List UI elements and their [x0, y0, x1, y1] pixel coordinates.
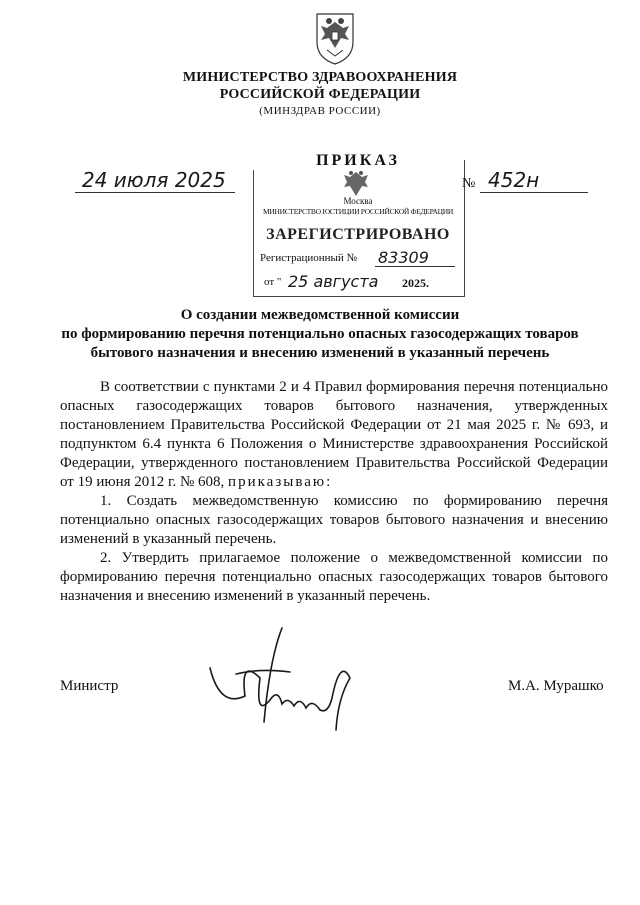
order-date: 24 июля 2025 — [82, 168, 226, 192]
order-item-1: 1. Создать межведомственную комиссию по формированию перечня потенциально опасных газосодержащих товаров бытового назначения и внесению изменений в указанный перечень. — [60, 493, 608, 547]
signatory-position: Министр — [60, 678, 119, 694]
stamp-reg-number: 83309 — [378, 248, 429, 267]
ministry-name-line1: МИНИСТЕРСТВО ЗДРАВООХРАНЕНИЯ — [182, 70, 458, 85]
order-item-2: 2. Утвердить прилагаемое положение о межведомственной комиссии по формированию перечня потенциально опасных газосодержащих товаров бытового назначения и внесению изменений в указанный перечень. — [60, 550, 608, 604]
preamble-text: В соответствии с пунктами 2 и 4 Правил формирования перечня потенциально опасных газосодержащих товаров бытового назначения, утвержденных постановлением Правительства Российской Федерации от 21 мая 2025 г. № 693, и подпунктом 6.4 пункта 6 Положения о Министерстве здравоохранения Российской Федерации, утвержденного постановлением Правительства Российской Федерации от 19 июня 2012 г. № 608, — [60, 379, 608, 490]
signatory-name: М.А. Мурашко — [508, 678, 604, 694]
stamp-status: ЗАРЕГИСТРИРОВАНО — [266, 226, 450, 243]
document-title-line3: бытового назначения и внесению изменений в указанный перечень — [90, 345, 550, 361]
stamp-ministry: МИНИСТЕРСТВО ЮСТИЦИИ РОССИЙСКОЙ ФЕДЕРАЦИИ — [263, 207, 453, 216]
ministry-name-line2: РОССИЙСКОЙ ФЕДЕРАЦИИ — [219, 87, 421, 102]
stamp-city: Москва — [343, 196, 373, 206]
order-label: ПРИКАЗ — [253, 152, 463, 170]
handwritten-signature — [200, 618, 370, 738]
document-title-line1: О создании межведомственной комиссии — [180, 307, 460, 323]
stamp-date-prefix: от " — [264, 276, 282, 288]
order-command: приказываю: — [228, 474, 333, 490]
number-underline — [480, 192, 588, 193]
stamp-date: 25 августа — [288, 272, 379, 291]
coat-of-arms-emblem — [305, 8, 365, 68]
date-underline — [75, 192, 235, 193]
stamp-year: 2025. — [402, 276, 429, 290]
order-number: 452н — [488, 168, 540, 192]
reg-number-underline — [375, 266, 455, 267]
document-title-line2: по формированию перечня потенциально опасных газосодержащих товаров — [61, 326, 579, 342]
ministry-short-name: (МИНЗДРАВ РОССИИ) — [259, 105, 381, 117]
order-number-prefix: № — [462, 176, 476, 191]
preamble-paragraph — [60, 378, 608, 492]
document-body — [60, 378, 608, 606]
stamp-reg-label: Регистрационный № — [260, 252, 358, 264]
